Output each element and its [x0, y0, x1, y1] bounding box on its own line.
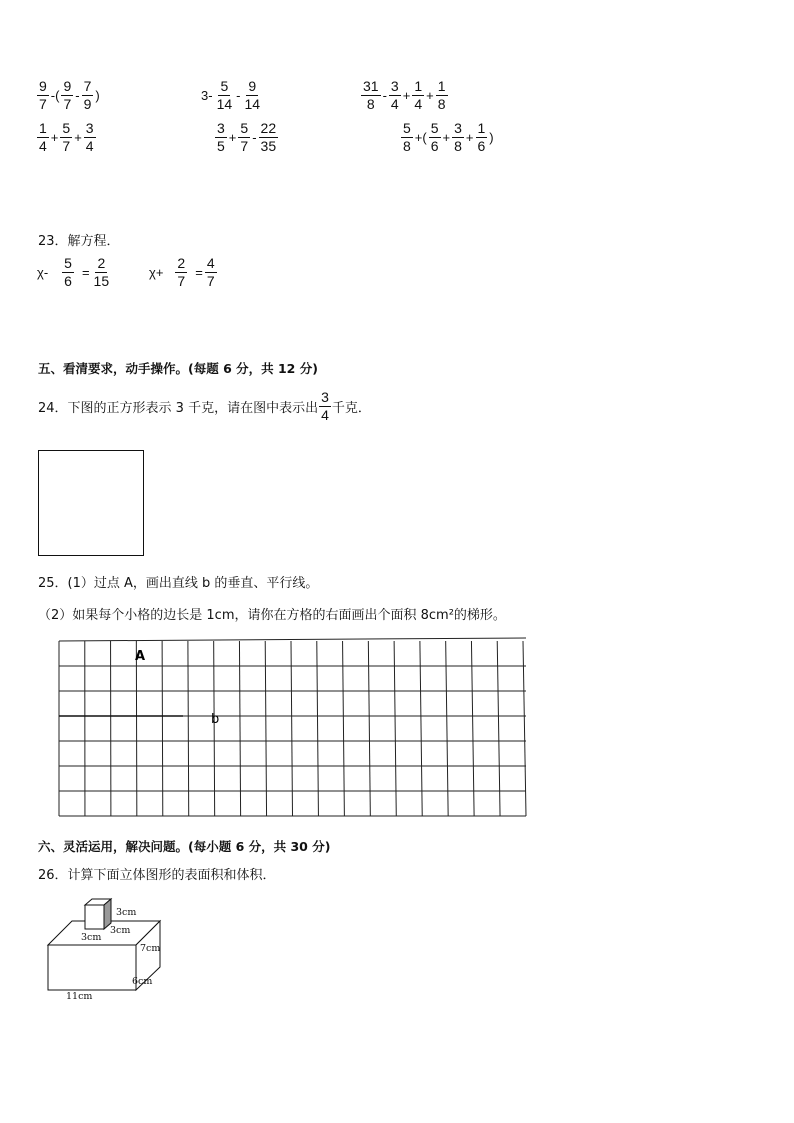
grid-vline: [394, 641, 396, 816]
fraction: $\frac{5}{6}$: [64, 255, 72, 289]
grid-vline: [214, 641, 215, 816]
operator: +: [465, 130, 474, 145]
calc-expr-4: [36, 120, 97, 155]
fraction: $\frac{9}{7}$: [39, 78, 47, 112]
operator: -: [75, 88, 80, 103]
fraction: $\frac{1}{8}$: [437, 78, 446, 112]
square-3kg[interactable]: [38, 450, 144, 556]
grid-vline: [188, 641, 189, 816]
calc-expr-6: [400, 120, 495, 155]
fraction: $\frac{3}{4}$: [390, 78, 399, 112]
square-grid[interactable]: [55, 636, 530, 821]
grid-vline: [446, 641, 449, 816]
grid-vline: [162, 641, 163, 816]
cube-depth-label: 3cm: [110, 925, 131, 936]
grid-vline: [523, 641, 526, 816]
operator: ): [489, 130, 494, 145]
operator: +: [74, 130, 82, 145]
cube-front: [85, 905, 104, 929]
fraction: $\frac{3}{4}$: [321, 389, 329, 423]
fraction: $\frac{1}{4}$: [414, 78, 423, 112]
grid-vline: [291, 641, 293, 816]
grid-lines: [59, 638, 526, 816]
box-front: [48, 945, 136, 990]
operator: -: [236, 88, 241, 103]
grid-vline: [239, 641, 240, 816]
fraction: $\frac{9}{14}$: [244, 78, 261, 112]
box-height-label: 7cm: [140, 943, 161, 954]
q25-line1: 25．(1）过点 A，画出直线 b 的垂直、平行线。: [38, 576, 319, 591]
equation-1: [36, 255, 112, 290]
equation-2: [148, 255, 218, 290]
q23-title: 23．解方程．: [38, 234, 120, 249]
operator: +: [50, 130, 59, 145]
operator: χ-: [37, 265, 49, 280]
equals-sign: =: [195, 265, 203, 280]
calc-expr-3: [360, 78, 449, 113]
point-a-label: A: [135, 649, 146, 664]
operator: ): [95, 88, 100, 103]
cube-width-label: 3cm: [81, 932, 102, 943]
fraction: $\frac{4}{7}$: [206, 255, 215, 289]
box-depth-label: 6cm: [132, 976, 153, 987]
operator: -(: [50, 88, 60, 103]
operator: χ+: [149, 265, 164, 280]
operator: +: [442, 130, 451, 145]
calc-expr-5: [214, 120, 279, 155]
cube-height-label: 3cm: [116, 907, 137, 918]
fraction: $\frac{2}{7}$: [177, 255, 186, 289]
operator: 3-: [201, 88, 213, 103]
box-width-label: 11cm: [66, 991, 93, 1002]
fraction: $\frac{22}{35}$: [260, 120, 277, 154]
fraction: $\frac{9}{7}$: [63, 78, 72, 112]
grid-vline: [343, 641, 345, 816]
section-5-heading: 五、看清要求，动手操作。(每题 6 分，共 12 分): [38, 361, 318, 376]
q25-line2: （2）如果每个小格的边长是 1cm，请你在方格的右面画出个面积 8cm²的梯形。: [38, 608, 506, 623]
grid-vline: [265, 641, 266, 816]
fraction: $\frac{3}{8}$: [454, 120, 462, 154]
q26-text: 26．计算下面立体图形的表面积和体积．: [38, 868, 276, 883]
calc-expr-1: [36, 78, 101, 113]
fraction: $\frac{1}{6}$: [477, 120, 486, 154]
fraction: $\frac{1}{4}$: [39, 120, 47, 154]
q24-text: [38, 389, 371, 424]
fraction: $\frac{3}{4}$: [85, 120, 94, 154]
grid-vline: [471, 641, 474, 816]
fraction: $\frac{5}{7}$: [62, 120, 71, 154]
operator: +: [426, 88, 434, 103]
q24-text-after: 千克．: [331, 401, 371, 416]
line-b-label: b: [211, 712, 220, 727]
solid-figure: [40, 895, 180, 1005]
fraction: $\frac{3}{5}$: [217, 120, 225, 154]
section-6-heading: 六、灵活运用，解决问题。(每小题 6 分，共 30 分): [38, 839, 331, 854]
operator: -: [382, 88, 387, 103]
fraction: $\frac{5}{14}$: [216, 78, 233, 112]
fraction: $\frac{31}{8}$: [363, 78, 379, 112]
operator: -: [252, 130, 257, 145]
operator: +: [228, 130, 237, 145]
grid-vline: [136, 641, 137, 816]
grid-vline: [497, 641, 500, 816]
fraction: $\frac{5}{8}$: [403, 120, 411, 154]
fraction: $\frac{7}{9}$: [83, 78, 92, 112]
fraction: $\frac{2}{15}$: [93, 255, 110, 289]
fraction: $\frac{5}{6}$: [430, 120, 439, 154]
operator: +(: [414, 130, 427, 145]
q24-text-before: 24．下图的正方形表示 3 千克，请在图中表示出: [38, 401, 319, 416]
grid-vline: [368, 641, 370, 816]
fraction: $\frac{5}{7}$: [240, 120, 249, 154]
grid-vline: [317, 641, 319, 816]
grid-vline: [420, 641, 422, 816]
operator: +: [402, 88, 411, 103]
equals-sign: =: [81, 265, 90, 280]
calc-expr-2: [200, 78, 263, 113]
grid-hline: [59, 638, 526, 641]
